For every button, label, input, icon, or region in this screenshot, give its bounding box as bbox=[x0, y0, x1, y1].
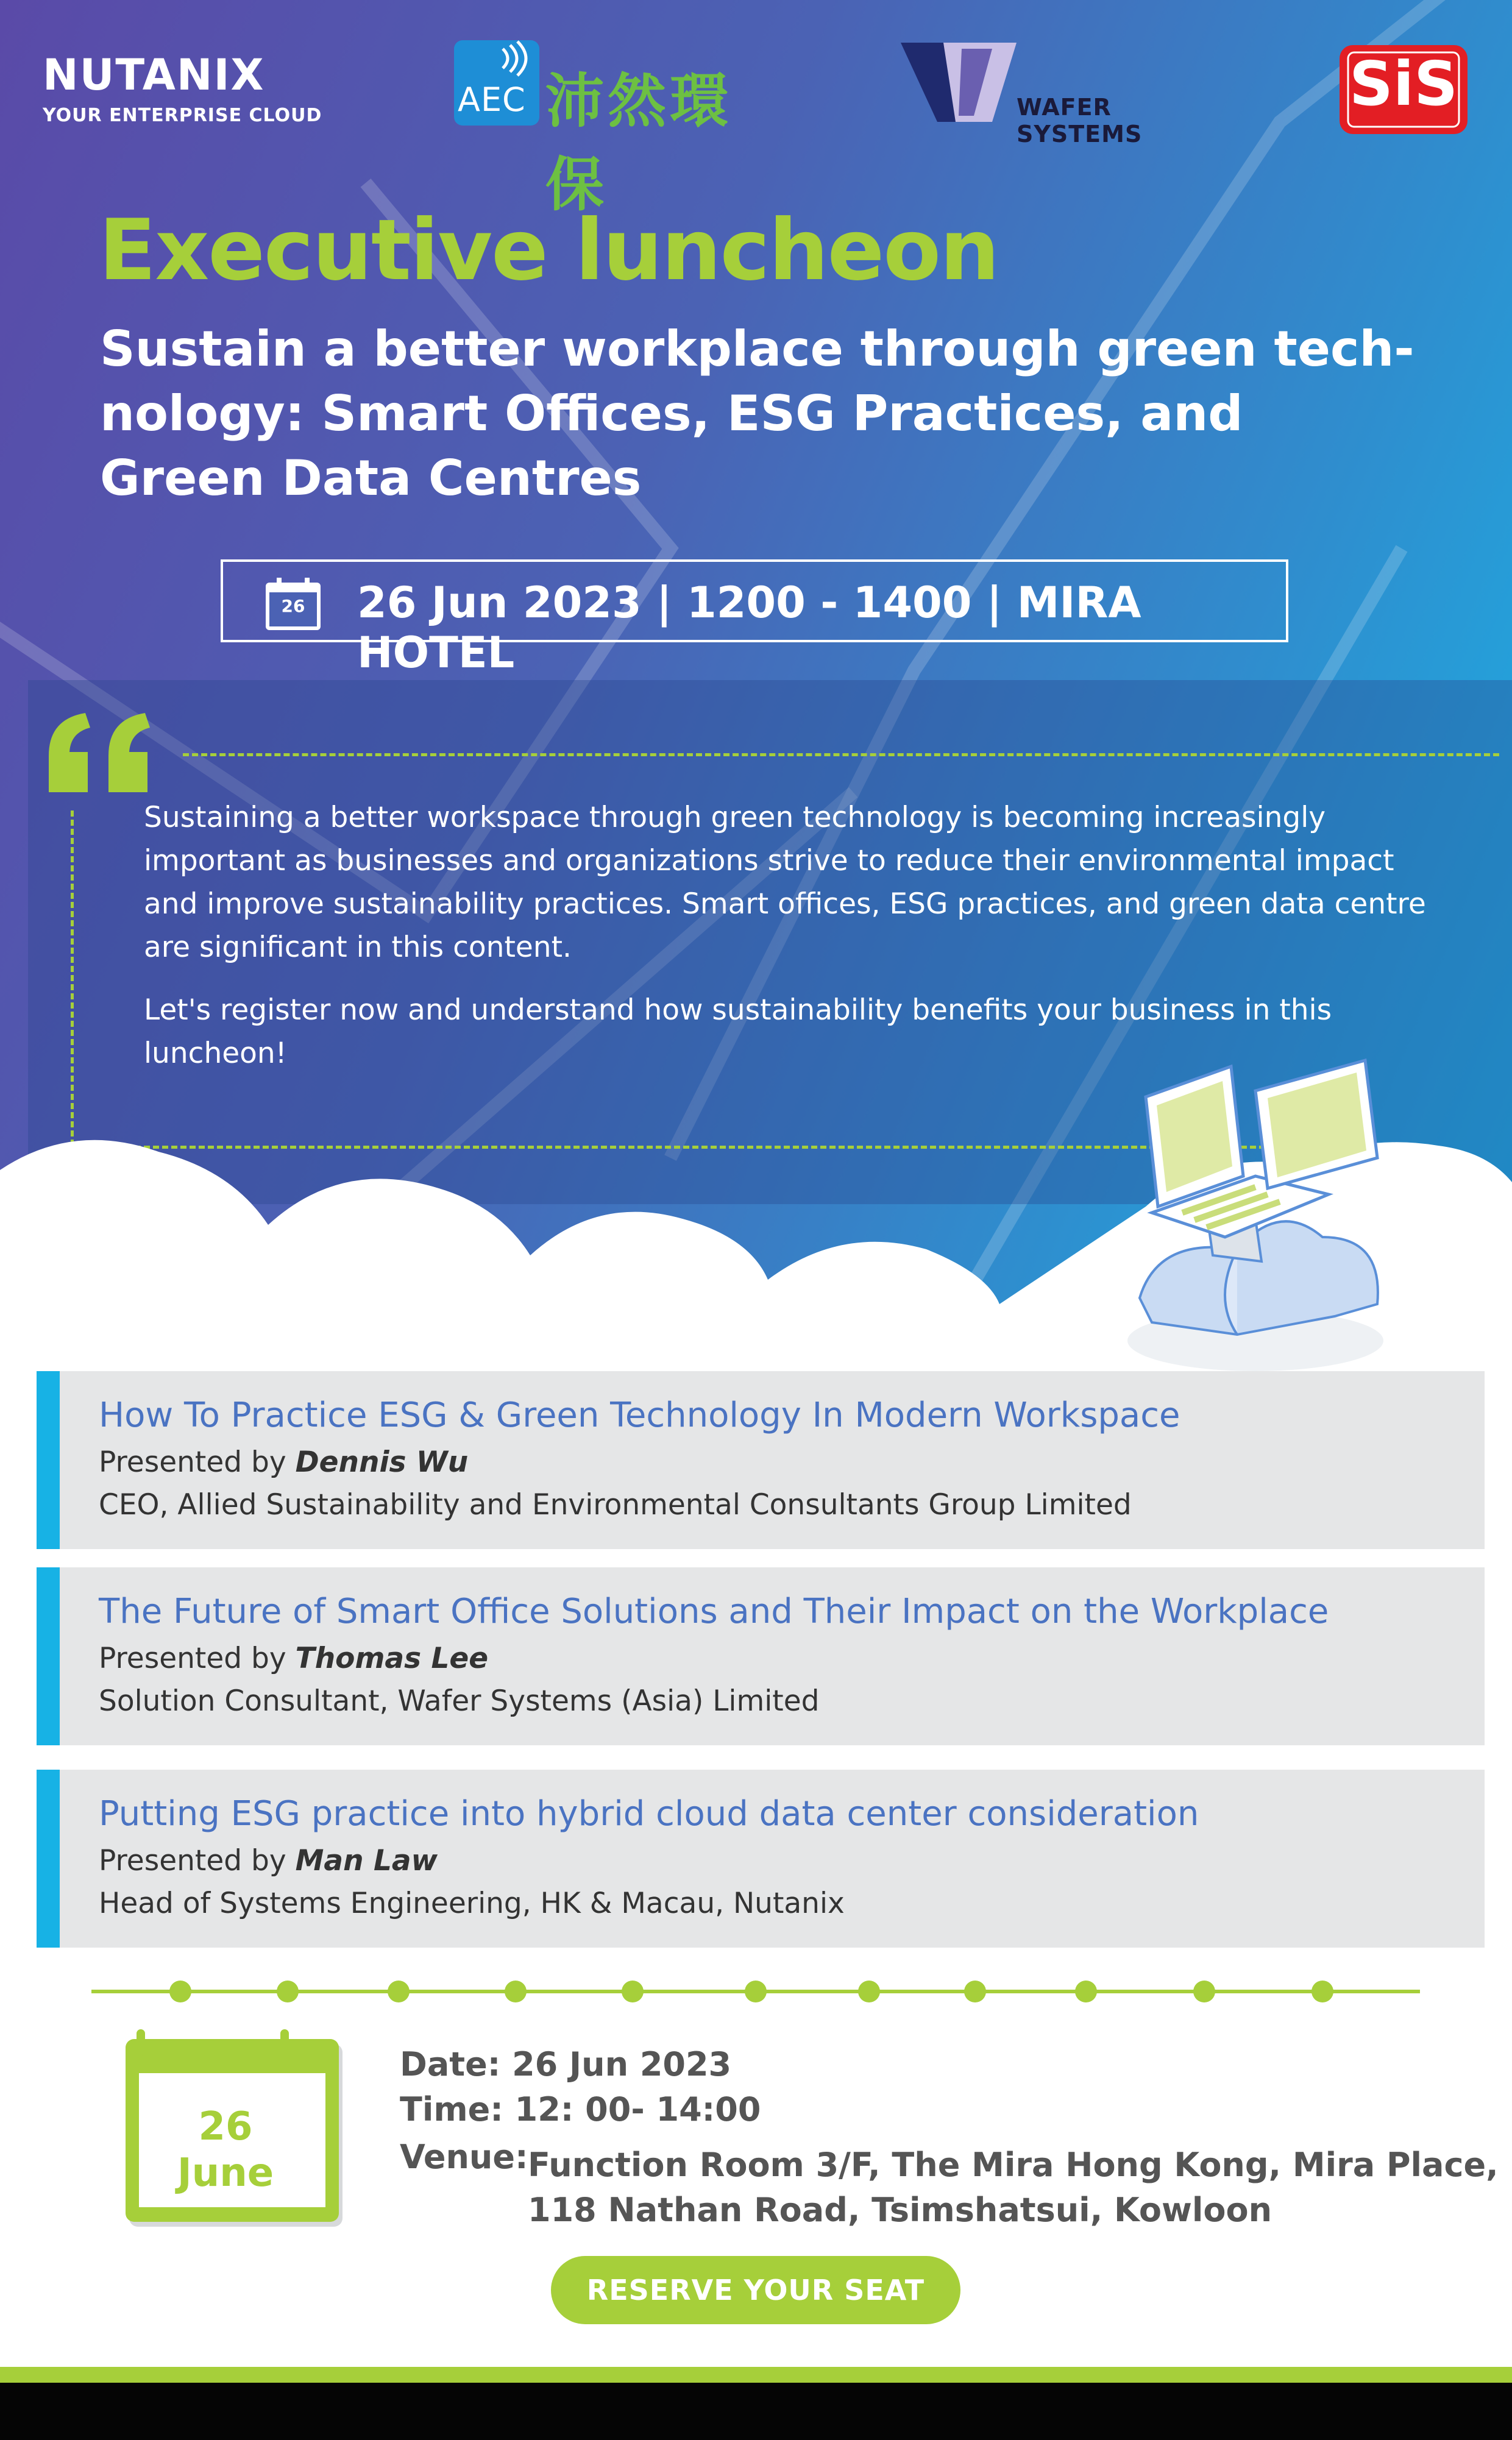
speaker-name: Man Law bbox=[295, 1844, 438, 1878]
venue-address bbox=[528, 2143, 1499, 2233]
session-card bbox=[37, 1567, 1485, 1745]
session-title: Putting ESG practice into hybrid cloud data center consideration bbox=[99, 1794, 1199, 1834]
calendar-icon-day: 26 bbox=[281, 596, 305, 616]
session-presenter bbox=[99, 1642, 488, 1675]
event-date-text: 26 Jun 2023 | 1200 - 1400 | MIRA HOTEL bbox=[357, 578, 1141, 678]
calendar-date bbox=[134, 2104, 317, 2196]
sis-logo bbox=[1338, 44, 1469, 135]
timeline-divider bbox=[91, 1979, 1420, 2004]
session-card bbox=[37, 1770, 1485, 1948]
session-accent-bar bbox=[37, 1371, 60, 1549]
wave-icon bbox=[454, 40, 539, 83]
speaker-name: Thomas Lee bbox=[295, 1642, 489, 1675]
intro-paragraph: Sustaining a better workspace through green technology is becoming increasingly important as businesses and organizations strive to reduce their environmental impact and improve sustainability practices. Smart offices, ESG practices, and green data centre are significant in this content. bbox=[144, 801, 1426, 964]
footer-accent-bar bbox=[0, 2367, 1512, 2383]
event-time: Time: 12: 00- 14:00 bbox=[400, 2090, 761, 2129]
presented-by-label: Presented by bbox=[99, 1642, 286, 1675]
session-presenter bbox=[99, 1844, 438, 1878]
dashed-divider bbox=[183, 753, 1499, 756]
wafer-wordmark: WAFER SYSTEMS bbox=[1017, 94, 1143, 147]
footer-bar bbox=[0, 2383, 1512, 2440]
nutanix-logo bbox=[43, 50, 360, 133]
presented-by-label: Presented by bbox=[99, 1844, 286, 1878]
speaker-name: Dennis Wu bbox=[295, 1445, 469, 1479]
venue-label: Venue: bbox=[400, 2138, 528, 2176]
aec-logo bbox=[454, 40, 771, 219]
venue-address-line: Function Room 3/F, The Mira Hong Kong, Mira Place, bbox=[528, 2146, 1499, 2184]
presented-by-label: Presented by bbox=[99, 1445, 286, 1479]
wafer-mark-icon bbox=[901, 43, 1017, 122]
event-date-banner bbox=[221, 559, 1288, 678]
session-card bbox=[37, 1371, 1485, 1549]
session-presenter bbox=[99, 1445, 468, 1479]
quote-icon bbox=[43, 701, 158, 798]
reserve-seat-button[interactable]: RESERVE YOUR SEAT bbox=[551, 2256, 960, 2324]
aec-chinese-name: 沛然環保 bbox=[545, 66, 732, 219]
page-title: Executive luncheon bbox=[99, 201, 999, 299]
calendar-day: 26 bbox=[198, 2104, 253, 2149]
venue-address-line: 118 Nathan Road, Tsimshatsui, Kowloon bbox=[528, 2191, 1272, 2229]
aec-wordmark: AEC bbox=[458, 80, 526, 119]
session-title: How To Practice ESG & Green Technology In Modern Workspace bbox=[99, 1396, 1180, 1435]
intro-call-to-action: Let's register now and understand how sustainability benefits your business in this luncheon! bbox=[144, 993, 1332, 1070]
computer-illustration bbox=[1115, 1054, 1408, 1383]
speaker-role: Solution Consultant, Wafer Systems (Asia) Limited bbox=[99, 1684, 820, 1718]
event-date: Date: 26 Jun 2023 bbox=[400, 2045, 732, 2084]
speaker-role: CEO, Allied Sustainability and Environmental Consultants Group Limited bbox=[99, 1488, 1132, 1522]
session-accent-bar bbox=[37, 1567, 60, 1745]
sis-wordmark: SiS bbox=[1349, 48, 1458, 119]
calendar-month: June bbox=[177, 2151, 274, 2196]
dashed-divider bbox=[71, 810, 74, 1146]
session-title: The Future of Smart Office Solutions and Their Impact on the Workplace bbox=[99, 1592, 1329, 1631]
nutanix-tagline: YOUR ENTERPRISE CLOUD bbox=[43, 105, 322, 126]
wafer-systems-logo bbox=[901, 43, 1242, 147]
speaker-role: Head of Systems Engineering, HK & Macau, Nutanix bbox=[99, 1887, 845, 1920]
nutanix-wordmark: NUTANIX bbox=[43, 50, 265, 100]
aec-logo-box bbox=[454, 40, 539, 126]
session-accent-bar bbox=[37, 1770, 60, 1948]
page-subtitle: Sustain a better workplace through green tech-nology: Smart Offices, ESG Practices, and Green Data Centres bbox=[100, 321, 1414, 506]
